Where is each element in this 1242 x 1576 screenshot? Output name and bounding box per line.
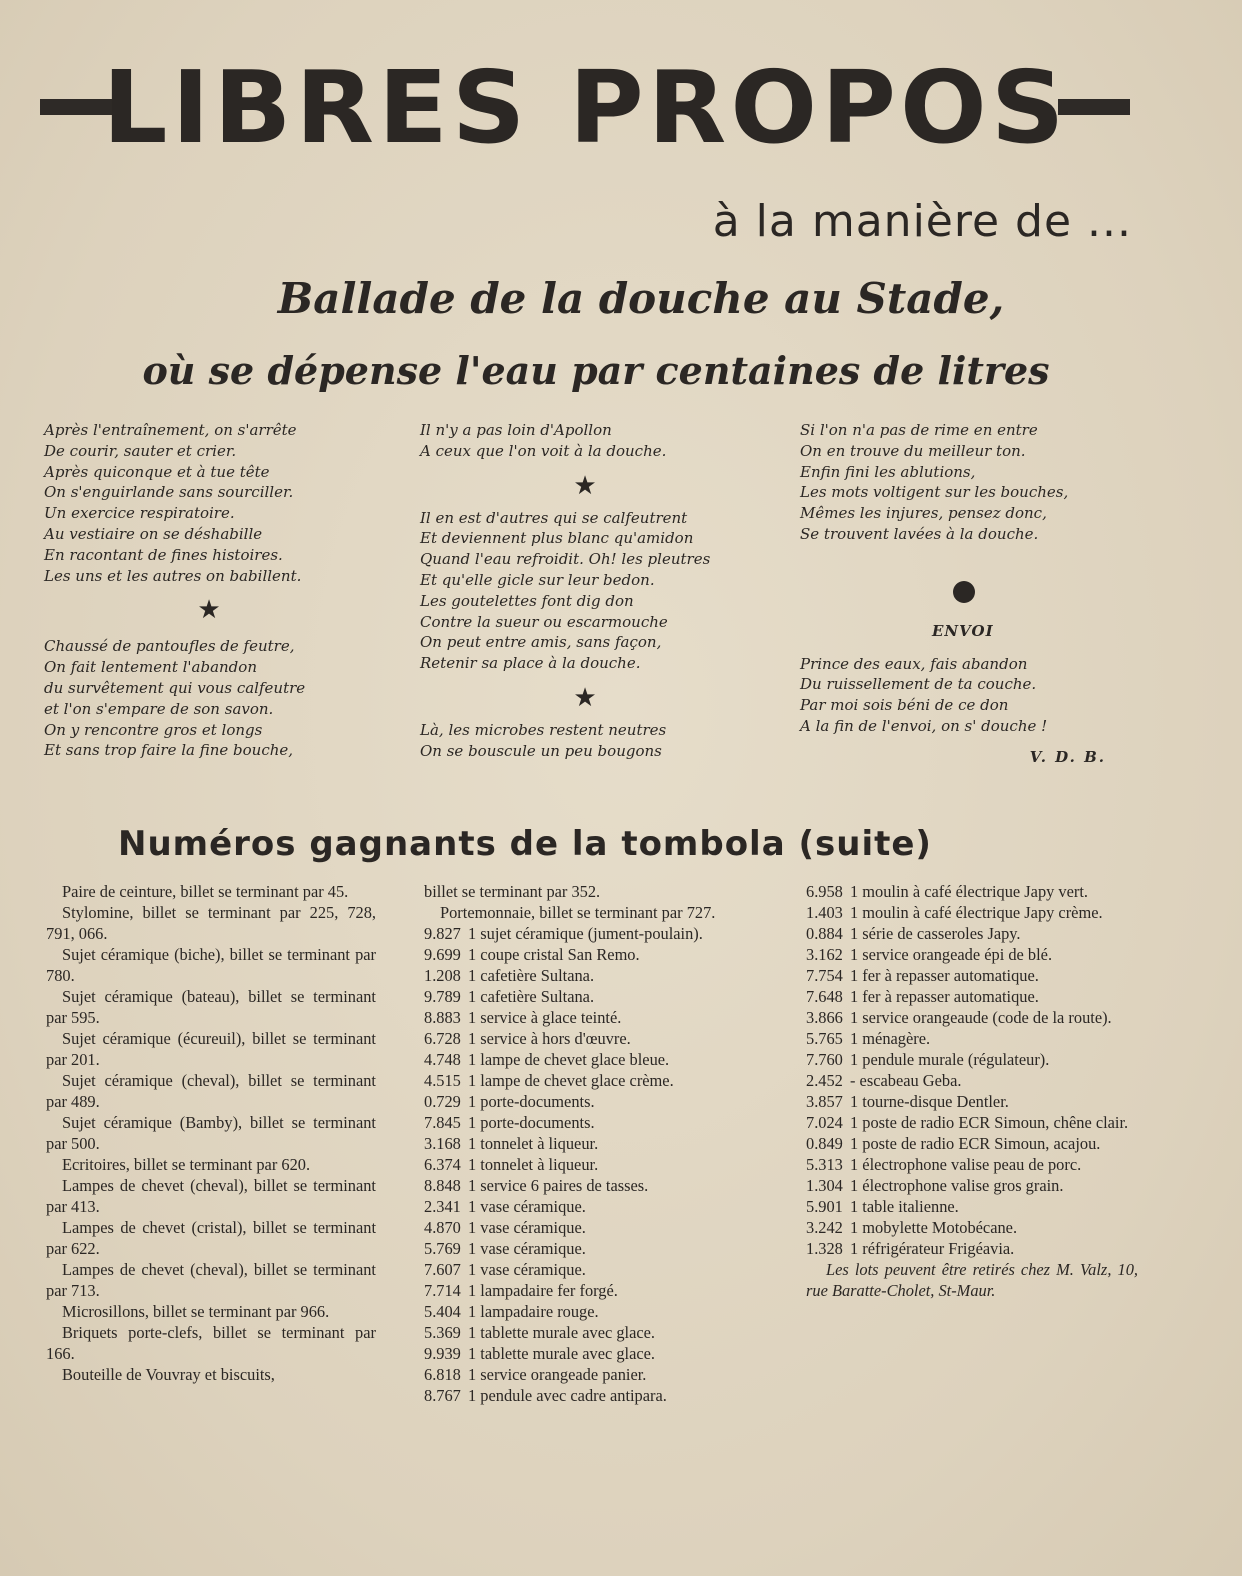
prize-description: 1 électrophone valise peau de porc. <box>850 1155 1082 1174</box>
poem-stanza <box>420 508 760 674</box>
poem-line: Contre la sueur ou escarmouche <box>420 612 668 631</box>
prize-description: 1 électrophone valise gros grain. <box>850 1176 1064 1195</box>
ticket-number: 5.369 <box>424 1323 461 1342</box>
ticket-number: 8.883 <box>424 1008 461 1027</box>
prize-description: 1 moulin à café électrique Japy vert. <box>850 882 1089 901</box>
prize-row <box>424 1028 756 1049</box>
prize-row <box>806 1154 1138 1175</box>
ticket-number: 9.699 <box>424 945 461 964</box>
tombola-entry: Ecritoires, billet se terminant par 620. <box>62 1155 311 1174</box>
ticket-number: 9.789 <box>424 987 461 1006</box>
poem-line: Les goutelettes font dig don <box>420 591 634 610</box>
ticket-number: 2.341 <box>424 1197 461 1216</box>
ticket-number: 3.866 <box>806 1008 843 1027</box>
poem-column-1 <box>44 420 384 761</box>
prize-description: 1 vase céramique. <box>468 1260 586 1279</box>
poem-line: Un exercice respiratoire. <box>44 504 235 523</box>
poem-stanza <box>420 720 760 762</box>
prize-row <box>424 923 756 944</box>
prize-description: 1 poste de radio ECR Simoun, acajou. <box>850 1134 1101 1153</box>
ticket-number: 2.452 <box>806 1071 843 1090</box>
star-icon: ★ <box>573 682 597 713</box>
prize-description: 1 pendule avec cadre antipara. <box>468 1386 667 1405</box>
prize-description: 1 porte-documents. <box>468 1092 595 1111</box>
poem-line: Retenir sa place à la douche. <box>420 654 641 673</box>
prize-description: 1 service orangeade épi de blé. <box>850 945 1053 964</box>
prize-row <box>424 986 756 1007</box>
tombola-title: Numéros gagnants de la tombola (suite) <box>118 824 932 864</box>
prize-row <box>424 1154 756 1175</box>
prize-description: 1 table italienne. <box>850 1197 959 1216</box>
prize-row <box>806 1238 1138 1259</box>
poem-line: On peut entre amis, sans façon, <box>420 633 662 652</box>
footnote: Les lots peuvent être retirés chez M. Valz, 10, rue Baratte-Cholet, St-Maur. <box>806 1260 1138 1300</box>
prize-description: 1 sujet céramique (jument-poulain). <box>468 924 703 943</box>
ticket-number: 5.769 <box>424 1239 461 1258</box>
tombola-entry: Briquets porte-clefs, billet se terminant par 166. <box>46 1323 376 1363</box>
prize-description: 1 lampe de chevet glace bleue. <box>468 1050 670 1069</box>
prize-description: 1 série de casseroles Japy. <box>850 924 1021 943</box>
prize-row <box>424 1322 756 1343</box>
ticket-number: 6.374 <box>424 1155 461 1174</box>
poem-line: Du ruissellement de ta couche. <box>800 675 1037 694</box>
prize-row <box>806 1049 1138 1070</box>
envoi-title: ENVOI <box>932 621 994 640</box>
ticket-number: 3.168 <box>424 1134 461 1153</box>
ticket-number: 6.728 <box>424 1029 461 1048</box>
poem-line: A la fin de l'envoi, on s' douche ! <box>800 716 1048 735</box>
ticket-number: 9.827 <box>424 924 461 943</box>
prize-row <box>806 944 1138 965</box>
ballade-title-line-1: Ballade de la douche au Stade, <box>277 274 1005 323</box>
prize-description: 1 tonnelet à liqueur. <box>468 1155 599 1174</box>
ticket-number: 4.870 <box>424 1218 461 1237</box>
prize-row <box>424 1217 756 1238</box>
poem-line: De courir, sauter et crier. <box>44 441 237 460</box>
prize-row <box>424 1133 756 1154</box>
ticket-number: 1.328 <box>806 1239 843 1258</box>
poem-stanza <box>420 420 760 462</box>
signature: V. D. B. <box>1029 747 1106 766</box>
subtitle: à la manière de ... <box>712 196 1132 247</box>
ticket-number: 7.648 <box>806 987 843 1006</box>
ticket-number: 0.884 <box>806 924 843 943</box>
prize-row <box>806 1196 1138 1217</box>
tombola-entry: Sujet céramique (bateau), billet se terminant par 595. <box>46 987 376 1027</box>
prize-description: 1 tonnelet à liqueur. <box>468 1134 599 1153</box>
ticket-number: 1.208 <box>424 966 461 985</box>
prize-description: 1 coupe cristal San Remo. <box>468 945 640 964</box>
prize-row <box>424 1343 756 1364</box>
poem-line: Il n'y a pas loin d'Apollon <box>420 421 612 439</box>
tombola-entry: Sujet céramique (Bamby), billet se terminant par 500. <box>46 1113 376 1153</box>
star-icon: ★ <box>573 470 597 501</box>
poem-line: Au vestiaire on se déshabille <box>44 524 263 543</box>
poem-stanza <box>44 636 384 761</box>
prize-row <box>424 1364 756 1385</box>
prize-row <box>424 1301 756 1322</box>
ticket-number: 7.714 <box>424 1281 461 1300</box>
poem-line: On y rencontre gros et longs <box>44 720 263 739</box>
ticket-number: 7.845 <box>424 1113 461 1132</box>
prize-description: 1 lampadaire rouge. <box>468 1302 599 1321</box>
ticket-number: 7.024 <box>806 1113 843 1132</box>
poem-line: A ceux que l'on voit à la douche. <box>420 441 667 460</box>
ticket-number: 0.849 <box>806 1134 843 1153</box>
prize-description: 1 lampe de chevet glace crème. <box>468 1071 674 1090</box>
prize-row <box>424 965 756 986</box>
prize-row <box>806 1175 1138 1196</box>
tombola-column-3 <box>806 881 1138 1301</box>
poem-column-2 <box>420 420 760 762</box>
title-dash-right <box>1058 99 1130 115</box>
poem-line: Et deviennent plus blanc qu'amidon <box>420 529 694 548</box>
ticket-number: 3.857 <box>806 1092 843 1111</box>
prize-description: 1 tablette murale avec glace. <box>468 1344 656 1363</box>
prize-description: 1 cafetière Sultana. <box>468 966 595 985</box>
tombola-entry: Bouteille de Vouvray et biscuits, <box>62 1365 275 1384</box>
ticket-number: 4.515 <box>424 1071 461 1090</box>
prize-row <box>424 1007 756 1028</box>
poem-line: Enfin fini les ablutions, <box>800 462 976 481</box>
tombola-entry: Lampes de chevet (cheval), billet se terminant par 713. <box>46 1260 376 1300</box>
prize-description: 1 service à glace teinté. <box>468 1008 622 1027</box>
prize-description: 1 tourne-disque Dentler. <box>850 1092 1009 1111</box>
tombola-entry: Paire de ceinture, billet se terminant par 45. <box>62 882 349 901</box>
prize-row <box>424 1112 756 1133</box>
prize-row <box>806 1070 1138 1091</box>
prize-row <box>424 1175 756 1196</box>
prize-description: 1 réfrigérateur Frigéavia. <box>850 1239 1015 1258</box>
ticket-number: 7.607 <box>424 1260 461 1279</box>
poem-column-3 <box>800 420 1130 768</box>
prize-row <box>806 902 1138 923</box>
prize-description: 1 service orangeaude (code de la route). <box>850 1008 1112 1027</box>
prize-description: 1 porte-documents. <box>468 1113 595 1132</box>
prize-description: 1 vase céramique. <box>468 1239 586 1258</box>
ballade-title-line-2: où se dépense l'eau par centaines de litres <box>142 348 1050 393</box>
poem-stanza <box>44 420 384 586</box>
poem-line: Se trouvent lavées à la douche. <box>800 524 1039 543</box>
prize-row <box>424 1196 756 1217</box>
prize-row <box>424 1280 756 1301</box>
prize-row <box>806 1007 1138 1028</box>
poem-line: et l'on s'empare de son savon. <box>44 699 274 718</box>
tombola-column-1 <box>46 881 376 1385</box>
prize-description: 1 lampadaire fer forgé. <box>468 1281 618 1300</box>
poem-line: On s'enguirlande sans sourciller. <box>44 483 294 502</box>
prize-description: 1 ménagère. <box>850 1029 931 1048</box>
prize-description: 1 pendule murale (régulateur). <box>850 1050 1050 1069</box>
tombola-entry: Stylomine, billet se terminant par 225, 728, 791, 066. <box>46 903 376 943</box>
poem-line: Et sans trop faire la fine bouche, <box>44 741 294 760</box>
prize-description: 1 service à hors d'œuvre. <box>468 1029 631 1048</box>
ticket-number: 7.754 <box>806 966 843 985</box>
poem-stanza <box>800 654 1130 737</box>
prize-row <box>424 1238 756 1259</box>
poem-line: Chaussé de pantoufles de feutre, <box>44 637 295 656</box>
poem-line: du survêtement qui vous calfeutre <box>44 678 306 697</box>
prize-description: 1 fer à repasser automatique. <box>850 966 1039 985</box>
poem-line: En racontant de fines histoires. <box>44 545 283 564</box>
prize-description: 1 tablette murale avec glace. <box>468 1323 656 1342</box>
tombola-column-2 <box>424 881 756 1406</box>
ticket-number: 4.748 <box>424 1050 461 1069</box>
poem-line: Il en est d'autres qui se calfeutrent <box>420 508 688 527</box>
prize-row <box>806 881 1138 902</box>
poem-line: On fait lentement l'abandon <box>44 658 257 677</box>
prize-description: 1 cafetière Sultana. <box>468 987 595 1006</box>
prize-row <box>424 1049 756 1070</box>
tombola-entry: Sujet céramique (écureuil), billet se terminant par 201. <box>46 1029 376 1069</box>
prize-description: 1 vase céramique. <box>468 1197 586 1216</box>
ticket-number: 1.304 <box>806 1176 843 1195</box>
poem-line: Les uns et les autres on babillent. <box>44 566 302 585</box>
poem-line: Par moi sois béni de ce don <box>800 696 1009 715</box>
bullet-dot-icon <box>953 581 975 603</box>
prize-row <box>806 965 1138 986</box>
poem-line: On en trouve du meilleur ton. <box>800 441 1026 460</box>
ticket-number: 8.848 <box>424 1176 461 1195</box>
ticket-number: 3.242 <box>806 1218 843 1237</box>
ticket-number: 3.162 <box>806 945 843 964</box>
prize-row <box>424 1091 756 1112</box>
prize-row <box>806 1112 1138 1133</box>
poem-line: Et qu'elle gicle sur leur bedon. <box>420 570 655 589</box>
poem-line: Si l'on n'a pas de rime en entre <box>800 421 1038 439</box>
prize-description: 1 service 6 paires de tasses. <box>468 1176 649 1195</box>
ticket-number: 5.765 <box>806 1029 843 1048</box>
main-title <box>40 48 1130 166</box>
tombola-entry: Lampes de chevet (cristal), billet se terminant par 622. <box>46 1218 376 1258</box>
ticket-number: 7.760 <box>806 1050 843 1069</box>
ticket-number: 0.729 <box>424 1092 461 1111</box>
tombola-entry: billet se terminant par 352. <box>424 882 601 901</box>
prize-description: - escabeau Geba. <box>850 1071 962 1090</box>
ticket-number: 1.403 <box>806 903 843 922</box>
prize-description: 1 service orangeade panier. <box>468 1365 647 1384</box>
poem-line: Prince des eaux, fais abandon <box>800 654 1028 673</box>
prize-description: 1 mobylette Motobécane. <box>850 1218 1018 1237</box>
prize-row <box>424 1385 756 1406</box>
prize-row <box>806 1133 1138 1154</box>
poem-line: Là, les microbes restent neutres <box>420 720 667 739</box>
ticket-number: 8.767 <box>424 1386 461 1405</box>
star-icon: ★ <box>197 595 221 626</box>
prize-row <box>806 923 1138 944</box>
prize-row <box>806 1217 1138 1238</box>
tombola-entry: Microsillons, billet se terminant par 966. <box>62 1302 330 1321</box>
ticket-number: 9.939 <box>424 1344 461 1363</box>
prize-description: 1 moulin à café électrique Japy crème. <box>850 903 1103 922</box>
tombola-entry: Sujet céramique (cheval), billet se terminant par 489. <box>46 1071 376 1111</box>
prize-description: 1 vase céramique. <box>468 1218 586 1237</box>
poem-line: Quand l'eau refroidit. Oh! les pleutres <box>420 550 711 569</box>
poem-line: Après quiconque et à tue tête <box>44 462 270 481</box>
poem-stanza <box>800 420 1130 545</box>
prize-description: 1 fer à repasser automatique. <box>850 987 1039 1006</box>
prize-row <box>806 1091 1138 1112</box>
prize-row <box>806 1028 1138 1049</box>
prize-row <box>806 986 1138 1007</box>
poem-line: Après l'entraînement, on s'arrête <box>44 421 297 439</box>
prize-row <box>424 944 756 965</box>
ticket-number: 5.404 <box>424 1302 461 1321</box>
tombola-entry: Lampes de chevet (cheval), billet se terminant par 413. <box>46 1176 376 1216</box>
poem-line: Mêmes les injures, pensez donc, <box>800 504 1047 523</box>
prize-row <box>424 1070 756 1091</box>
page-title: LIBRES PROPOS <box>102 48 1068 166</box>
poem-line: On se bouscule un peu bougons <box>420 741 662 760</box>
title-dash-left <box>40 99 112 115</box>
tombola-entry: Sujet céramique (biche), billet se terminant par 780. <box>46 945 376 985</box>
poem-line: Les mots voltigent sur les bouches, <box>800 483 1069 502</box>
ticket-number: 5.901 <box>806 1197 843 1216</box>
prize-description: 1 poste de radio ECR Simoun, chêne clair. <box>850 1113 1129 1132</box>
tombola-entry: Portemonnaie, billet se terminant par 727. <box>440 903 716 922</box>
prize-row <box>424 1259 756 1280</box>
ticket-number: 5.313 <box>806 1155 843 1174</box>
ticket-number: 6.958 <box>806 882 843 901</box>
ticket-number: 6.818 <box>424 1365 461 1384</box>
